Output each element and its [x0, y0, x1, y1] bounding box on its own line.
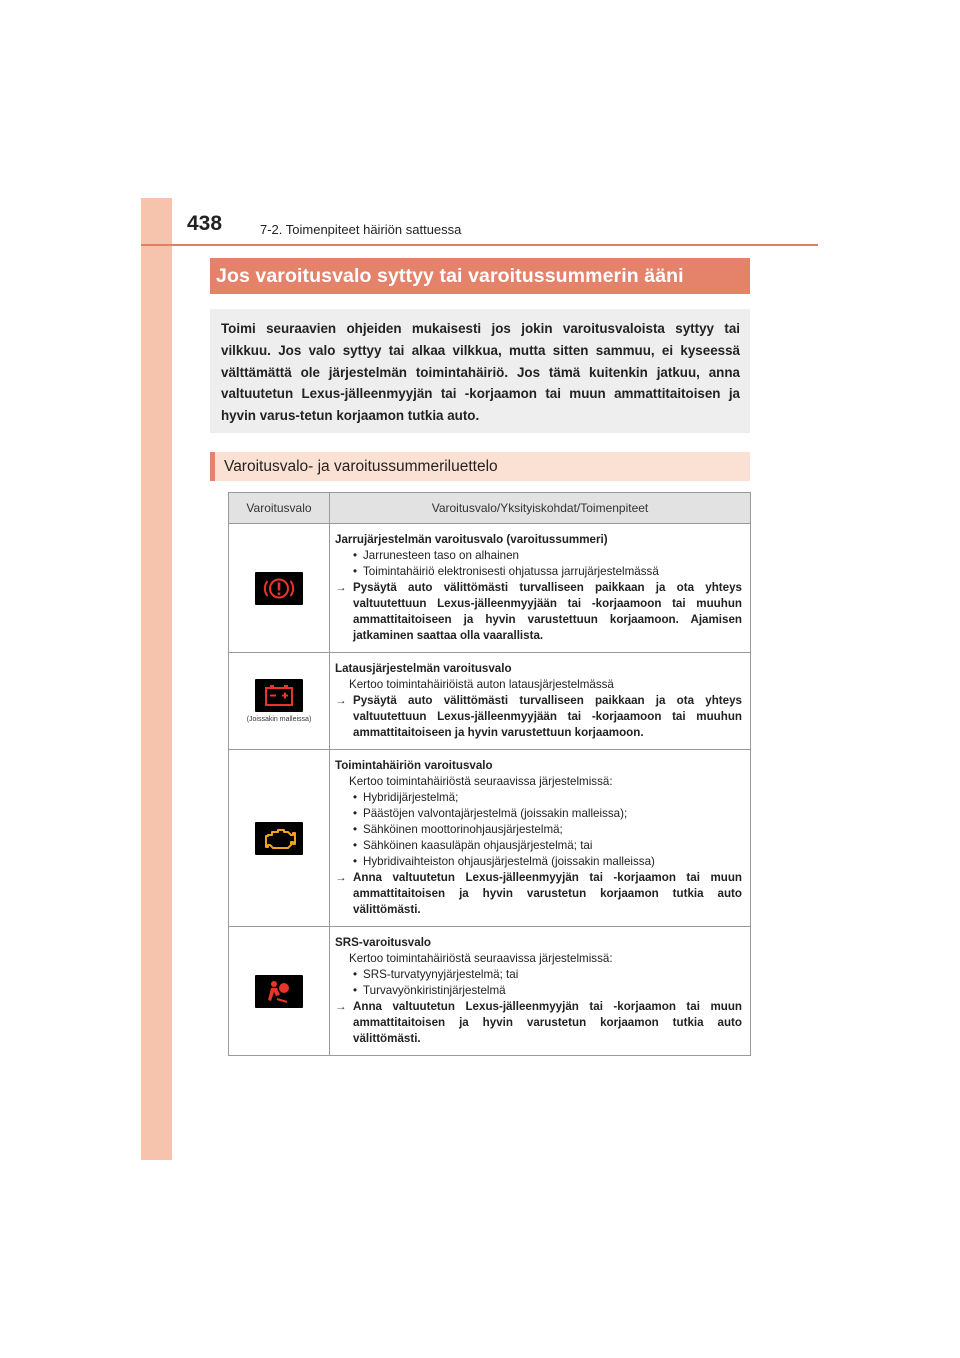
warning-title: Toimintahäiriön varoitusvalo [335, 759, 493, 772]
header-divider [141, 244, 818, 246]
warning-cause-item [335, 548, 742, 564]
warning-cause-text: • SRS-turvatyynyjärjestelmä; tai [363, 968, 519, 981]
warning-light-cell [229, 524, 330, 653]
warning-cause-text: • Toimintahäiriö elektronisesti ohjatussa jarrujärjestelmässä [363, 565, 659, 578]
table-row [229, 927, 751, 1056]
page-header [141, 210, 818, 246]
model-note: (Joissakin malleissa) [246, 716, 312, 723]
page-number: 438 [187, 212, 223, 235]
warning-cause-item [335, 564, 742, 580]
warning-details-cell [330, 653, 751, 750]
warning-title: Latausjärjestelmän varoitusvalo [335, 662, 512, 675]
page-title: Jos varoitusvalo syttyy tai varoitussummerin ääni [210, 258, 750, 294]
warning-details-cell [330, 524, 751, 653]
warning-cause-item [335, 806, 742, 822]
table-header-details: Varoitusvalo/Yksityiskohdat/Toimenpiteet [330, 493, 751, 524]
warning-details-cell [330, 750, 751, 927]
warning-light-table [228, 492, 751, 1056]
warning-action: → Pysäytä auto välittömästi turvalliseen paikkaan ja ota yhteys valtuutettuun Lexus-jälleenmyyjään tai -korjaamoon tai muuhun ammattitaitoiseen ja hyvin varustettuun korjaamoon. Ajamisen jatkaminen saattaa olla vaarallista. [335, 580, 742, 644]
side-tab-band [141, 198, 172, 1160]
warning-description: Kertoo toimintahäiriöistä auton latausjärjestelmässä [349, 678, 614, 691]
section-subtitle: Varoitusvalo- ja varoitussummeriluettelo [210, 452, 750, 481]
warning-description: Kertoo toimintahäiriöstä seuraavissa järjestelmissä: [349, 952, 613, 965]
warning-cause-text: • Hybridivaihteiston ohjausjärjestelmä (joissakin malleissa) [363, 855, 655, 868]
warning-cause-item [335, 838, 742, 854]
table-row [229, 653, 751, 750]
table-row [229, 524, 751, 653]
section-title: 7-2. Toimenpiteet häiriön sattuessa [260, 222, 462, 237]
warning-title: SRS-varoitusvalo [335, 936, 431, 949]
warning-light-cell [229, 653, 330, 750]
engine-warning-icon [255, 822, 303, 855]
warning-cause-text: • Päästöjen valvontajärjestelmä (joissakin malleissa); [363, 807, 628, 820]
warning-action: → Anna valtuutetun Lexus-jälleenmyyjän tai -korjaamon tai muun ammattitaitoisen ja hyvin varustetun korjaamon tutkia auto välittömästi. [335, 870, 742, 918]
srs-airbag-warning-icon [255, 975, 303, 1008]
battery-warning-icon [255, 679, 303, 712]
warning-cause-text: • Turvavyönkiristinjärjestelmä [363, 984, 506, 997]
table-header-light: Varoitusvalo [229, 493, 330, 524]
table-header-row [229, 493, 751, 524]
warning-title: Jarrujärjestelmän varoitusvalo (varoitussummeri) [335, 533, 608, 546]
warning-cause-text: • Hybridijärjestelmä; [363, 791, 459, 804]
warning-light-cell [229, 750, 330, 927]
warning-cause-item [335, 983, 742, 999]
warning-details-cell [330, 927, 751, 1056]
warning-action: → Pysäytä auto välittömästi turvalliseen paikkaan ja ota yhteys valtuutettuun Lexus-jälleenmyyjään tai -korjaamoon tai muuhun ammattitaitoiseen ja hyvin varustettuun korjaamoon. [335, 693, 742, 741]
warning-light-cell [229, 927, 330, 1056]
warning-cause-text: • Sähköinen kaasuläpän ohjausjärjestelmä; tai [363, 839, 593, 852]
intro-text: Toimi seuraavien ohjeiden mukaisesti jos jokin varoitusvaloista syttyy tai vilkkuu. Jos valo syttyy tai alkaa vilkkua, mutta sitten sammuu, ei kyseessä välttämättä ole järjestelmän toimintahäiriö. Jos tämä kuitenkin jatkuu, anna valtuutetun Lexus-jälleenmyyjän tai -korjaamon tai muun ammattitaitoisen ja hyvin varus-tetun korjaamon tutkia auto. [210, 309, 750, 433]
warning-cause-item [335, 790, 742, 806]
warning-action: → Anna valtuutetun Lexus-jälleenmyyjän tai -korjaamon tai muun ammattitaitoisen ja hyvin varustetun korjaamon tutkia auto välittömästi. [335, 999, 742, 1047]
warning-cause-item [335, 854, 742, 870]
table-row [229, 750, 751, 927]
warning-cause-item [335, 822, 742, 838]
warning-cause-text: • Jarrunesteen taso on alhainen [363, 549, 519, 562]
warning-cause-text: • Sähköinen moottorinohjausjärjestelmä; [363, 823, 563, 836]
warning-cause-item [335, 967, 742, 983]
brake-warning-icon [255, 572, 303, 605]
warning-description: Kertoo toimintahäiriöstä seuraavissa järjestelmissä: [349, 775, 613, 788]
